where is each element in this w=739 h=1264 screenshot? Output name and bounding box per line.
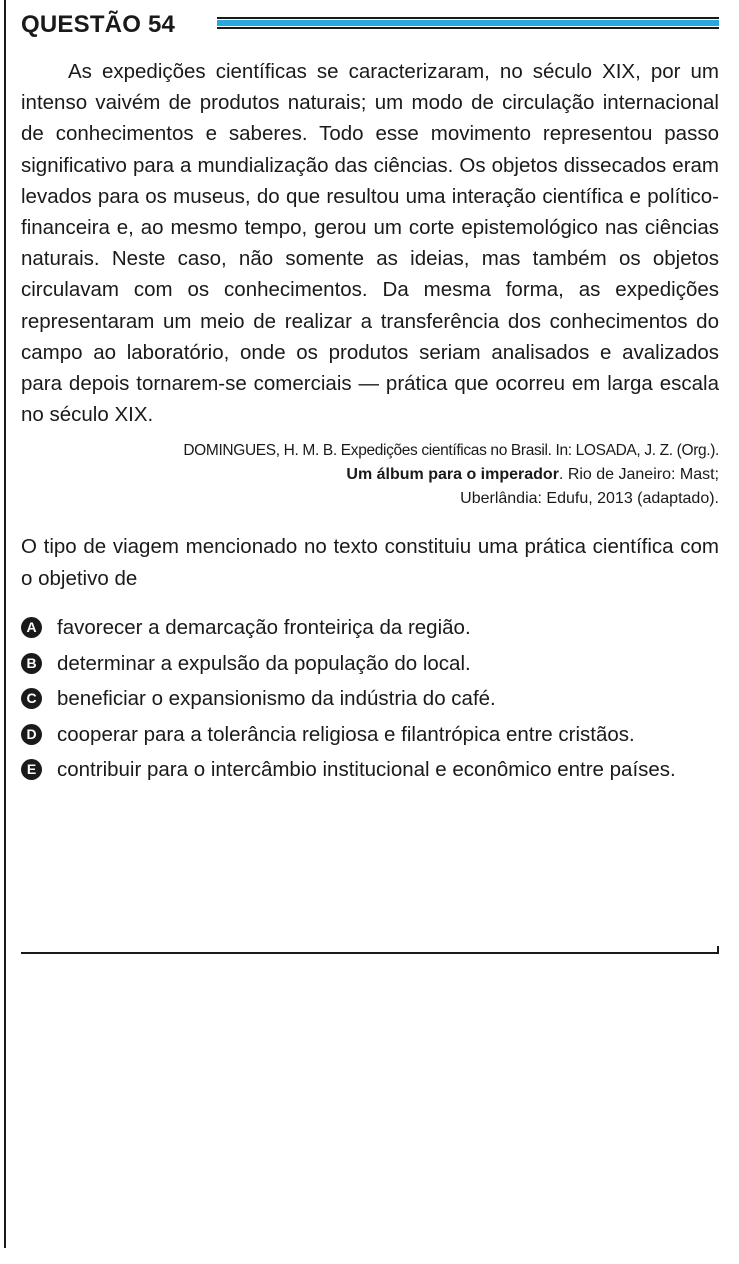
bottom-separator-rule [21,952,719,954]
option-a-letter-badge: A [21,617,42,638]
answer-options [21,612,719,786]
option-a[interactable] [21,612,719,644]
option-e-text: contribuir para o intercâmbio institucional e econômico entre países. [57,758,676,782]
question-content [21,56,719,790]
citation-line-2 [21,463,719,487]
title-bar-top-line [217,17,719,19]
option-b-letter-badge: B [21,653,42,674]
option-c-letter-badge: C [21,688,42,709]
question-title: QUESTÃO 54 [21,11,176,38]
question-prompt: O tipo de viagem mencionado no texto constituiu uma prática científica com o objetivo de [21,535,719,590]
question-header [21,8,719,42]
option-e-letter-badge: E [21,759,42,780]
title-bar-blue-band [217,20,719,26]
option-c-text: beneficiar o expansionismo da indústria do café. [57,687,496,711]
bottom-separator-tick [717,946,719,954]
option-d[interactable] [21,719,719,751]
option-d-letter-badge: D [21,724,42,745]
citation-publisher: . Rio de Janeiro: Mast; [558,466,719,484]
left-margin-rule [4,0,6,1248]
option-e[interactable] [21,754,719,786]
option-b-text: determinar a expulsão da população do local. [57,651,471,675]
source-citation [21,439,719,511]
option-c[interactable] [21,683,719,715]
option-b[interactable] [21,648,719,680]
citation-book-title: Um álbum para o imperador [346,466,559,484]
source-text-paragraph: As expedições científicas se caracterizaram, no século XIX, por um intenso vaivém de produtos naturais; um modo de circulação internacional de conhecimentos e saberes. Todo esse movimento representou passo significativo para a mundialização das ciências. Os objetos dissecados eram levados para os museus, do que resultou uma interação científica e político-financeira e, ao mesmo tempo, gerou um corte epistemológico nas ciências naturais. Neste caso, não somente as ideias, mas também os objetos circulavam com os conhecimentos. Da mesma forma, as expedições representaram um meio de realizar a transferência dos conhecimentos do campo ao laboratório, onde os produtos seriam analisados e avalizados para depois tornarem-se comerciais — prática que ocorreu em larga escala no século XIX. [21,60,719,427]
citation-line-1: DOMINGUES, H. M. B. Expedições científicas no Brasil. In: LOSADA, J. Z. (Org.). [183,442,719,460]
option-a-text: favorecer a demarcação fronteiriça da região. [57,616,471,640]
title-bar-bottom-line [217,27,719,29]
option-d-text: cooperar para a tolerância religiosa e filantrópica entre cristãos. [57,722,635,746]
title-decorative-bar [217,17,719,31]
citation-line-3: Uberlândia: Edufu, 2013 (adaptado). [460,490,719,508]
